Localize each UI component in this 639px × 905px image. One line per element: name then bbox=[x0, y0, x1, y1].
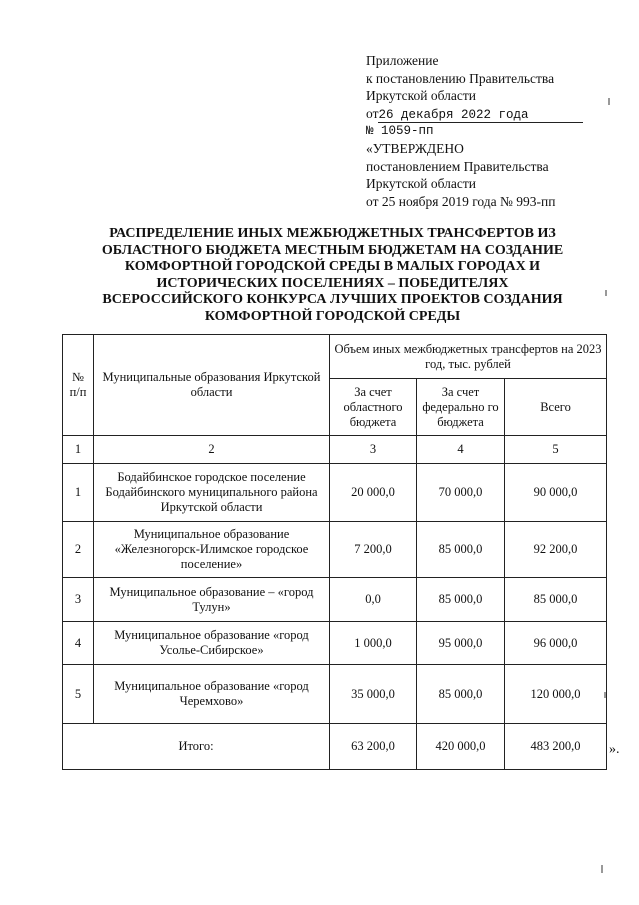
row-total: 85 000,0 bbox=[505, 578, 607, 622]
col-number: 5 bbox=[505, 436, 607, 464]
table-row bbox=[63, 522, 607, 578]
date-prefix: от bbox=[366, 105, 379, 121]
approved-by: постановлением Правительства bbox=[366, 158, 549, 174]
header-num: № п/п bbox=[63, 335, 94, 436]
title-line: ИСТОРИЧЕСКИХ ПОСЕЛЕНИЯХ – ПОБЕДИТЕЛЯХ bbox=[156, 275, 509, 291]
col-number: 1 bbox=[63, 436, 94, 464]
row-federal: 85 000,0 bbox=[417, 578, 505, 622]
transfers-table bbox=[62, 334, 607, 770]
column-number-row bbox=[63, 436, 607, 464]
table-header-row bbox=[63, 335, 607, 379]
closing-quote-mark: ». bbox=[609, 742, 620, 757]
row-federal: 85 000,0 bbox=[417, 522, 505, 578]
appendix-header bbox=[366, 52, 616, 210]
title-line: РАСПРЕДЕЛЕНИЕ ИНЫХ МЕЖБЮДЖЕТНЫХ ТРАНСФЕРТОВ ИЗ bbox=[109, 226, 556, 241]
row-num: 4 bbox=[63, 622, 94, 665]
scan-speck bbox=[605, 290, 607, 296]
row-total: 90 000,0 bbox=[505, 464, 607, 522]
table-row bbox=[63, 622, 607, 665]
row-total: 96 000,0 bbox=[505, 622, 607, 665]
scan-speck bbox=[601, 865, 603, 873]
row-federal: 85 000,0 bbox=[417, 665, 505, 724]
scan-speck bbox=[608, 98, 610, 105]
total-total: 483 200,0 bbox=[505, 724, 607, 770]
col-number: 4 bbox=[417, 436, 505, 464]
row-municipality: Муниципальное образование «Железногорск-Илимское городское поселение» bbox=[94, 522, 330, 578]
title-line: КОМФОРТНОЙ ГОРОДСКОЙ СРЕДЫ bbox=[204, 308, 461, 324]
title-line: КОМФОРТНОЙ ГОРОДСКОЙ СРЕДЫ В МАЛЫХ ГОРОДАХ И bbox=[124, 259, 541, 274]
title-line: ВСЕРОССИЙСКОГО КОНКУРСА ЛУЧШИХ ПРОЕКТОВ СОЗДАНИЯ bbox=[102, 292, 563, 307]
decree-date: 26 декабря 2022 года bbox=[378, 108, 583, 123]
row-num: 2 bbox=[63, 522, 94, 578]
appendix-region: Иркутской области bbox=[366, 88, 477, 103]
total-regional: 63 200,0 bbox=[330, 724, 417, 770]
row-municipality: Муниципальное образование «город Усолье-Сибирское» bbox=[94, 622, 330, 665]
header-municipality: Муниципальные образования Иркутской области bbox=[94, 335, 330, 436]
table-row bbox=[63, 665, 607, 724]
col-number: 3 bbox=[330, 436, 417, 464]
row-num: 5 bbox=[63, 665, 94, 724]
row-total: 92 200,0 bbox=[505, 522, 607, 578]
row-regional: 7 200,0 bbox=[330, 522, 417, 578]
appendix-decree-ref: к постановлению Правительства bbox=[366, 70, 555, 86]
header-volume: Объем иных межбюджетных трансфертов на 2023 год, тыс. рублей bbox=[330, 335, 607, 379]
row-num: 1 bbox=[63, 464, 94, 522]
appendix-date-line bbox=[366, 105, 616, 123]
header-total: Всего bbox=[505, 379, 607, 436]
row-federal: 95 000,0 bbox=[417, 622, 505, 665]
row-regional: 0,0 bbox=[330, 578, 417, 622]
header-regional: За счет областного бюджета bbox=[330, 379, 417, 436]
table-row bbox=[63, 464, 607, 522]
row-regional: 1 000,0 bbox=[330, 622, 417, 665]
approved-region: Иркутской области bbox=[366, 176, 477, 191]
decree-number: № 1059-пп bbox=[366, 123, 434, 138]
appendix-label: Приложение bbox=[366, 53, 439, 68]
row-regional: 20 000,0 bbox=[330, 464, 417, 522]
row-municipality: Муниципальное образование «город Черемхово» bbox=[94, 665, 330, 724]
row-municipality: Муниципальное образование – «город Тулун» bbox=[94, 578, 330, 622]
header-federal: За счет федерально го бюджета bbox=[417, 379, 505, 436]
scan-speck bbox=[604, 692, 606, 698]
table-row bbox=[63, 578, 607, 622]
row-federal: 70 000,0 bbox=[417, 464, 505, 522]
col-number: 2 bbox=[94, 436, 330, 464]
total-federal: 420 000,0 bbox=[417, 724, 505, 770]
row-num: 3 bbox=[63, 578, 94, 622]
total-row bbox=[63, 724, 607, 770]
approved-date: от 25 ноября 2019 года № 993-пп bbox=[366, 193, 556, 209]
title-line: ОБЛАСТНОГО БЮДЖЕТА МЕСТНЫМ БЮДЖЕТАМ НА СОЗДАНИЕ bbox=[101, 242, 564, 258]
row-municipality: Бодайбинское городское поселение Бодайбинского муниципального района Иркутской области bbox=[94, 464, 330, 522]
approved-label: «УТВЕРЖДЕНО bbox=[366, 141, 464, 156]
row-regional: 35 000,0 bbox=[330, 665, 417, 724]
total-label: Итого: bbox=[63, 724, 330, 770]
document-title bbox=[60, 226, 605, 325]
row-total: 120 000,0 bbox=[505, 665, 607, 724]
